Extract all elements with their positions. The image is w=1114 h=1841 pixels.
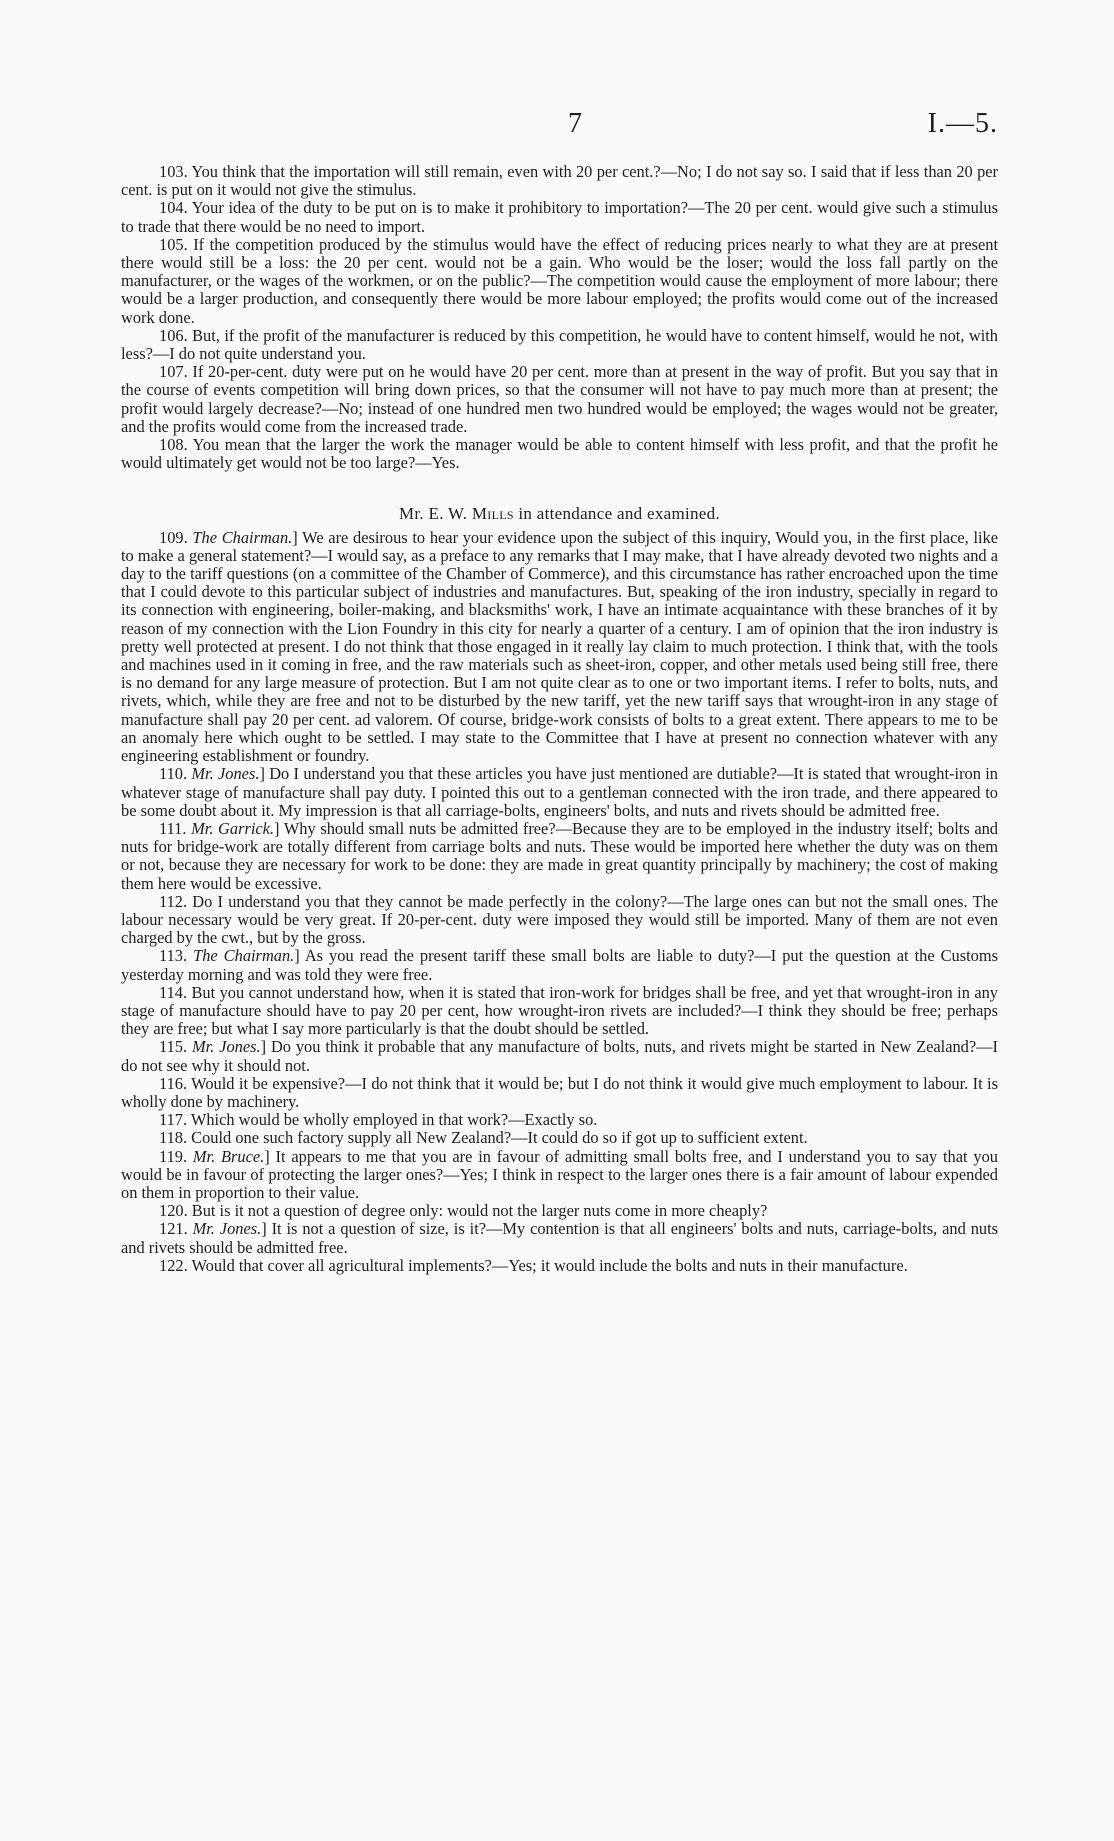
question-number: 113. bbox=[159, 946, 194, 966]
questioner: The Chairman. bbox=[192, 527, 293, 547]
witness-heading-suffix: in attendance and examined. bbox=[513, 504, 721, 524]
question-text: 116. Would it be expensive?—I do not think that it would be; but I do not think it would give much employment to labour. It is wholly done by machinery. bbox=[121, 1073, 998, 1111]
question-text: ] Do you think it probable that any manufacture of bolts, nuts, and rivets might be started in New Zealand?—I do not see why it should not. bbox=[121, 1037, 998, 1075]
questioner: Mr. Jones. bbox=[191, 764, 260, 784]
paper-reference: I.—5. bbox=[927, 108, 998, 139]
question-text: 122. Would that cover all agricultural implements?—Yes; it would include the bolts and nuts in their manufacture. bbox=[159, 1255, 908, 1275]
question-108: 108. You mean that the larger the work the manager would be able to content himself with less profit, and that the profit he would ultimately get would not be too large?—Yes. bbox=[121, 435, 998, 473]
witness-name: Mills bbox=[471, 504, 514, 524]
question-114 bbox=[121, 984, 998, 1039]
question-105: 105. If the competition produced by the stimulus would have the effect of reducing prices nearly to what they are at present there would still be a loss: the 20 per cent. would not be a gain. Who would be the loser; would the loss fall partly on the manufacturer, or the wages of the workmen, or on the public?—The competition would cause the employment of more labour; there would be a larger production, and consequently there would be more labour employed; the profits would come out of the increased work done. bbox=[121, 234, 998, 327]
question-106: 106. But, if the profit of the manufacturer is reduced by this competition, he would have to content himself, would he not, with less?—I do not quite understand you. bbox=[121, 325, 998, 364]
question-110 bbox=[121, 765, 998, 820]
question-text: ] It is not a question of size, is it?—My contention is that all engineers' bolts and nuts, carriage-bolts, and nuts and rivets should be admitted free. bbox=[121, 1219, 999, 1257]
questioner: The Chairman. bbox=[193, 946, 295, 966]
question-118 bbox=[121, 1129, 998, 1147]
question-text: ] Do I understand you that these articles you have just mentioned are dutiable?—It is stated that wrought-iron in whatever stage of manufacture shall pay duty. I pointed this out to a gentleman connected with the iron trade, and there appeared to be some doubt about it. My impression is that all carriage-bolts, engineers' bolts, and nuts and rivets should be admitted free. bbox=[121, 764, 998, 820]
question-number: 115. bbox=[159, 1037, 192, 1057]
question-number: 111. bbox=[159, 818, 192, 838]
question-111 bbox=[121, 820, 998, 893]
question-text: 117. Which would be wholly employed in that work?—Exactly so. bbox=[159, 1110, 598, 1130]
questioner: Mr. Bruce. bbox=[192, 1146, 265, 1166]
question-text: 114. But you cannot understand how, when it is stated that iron-work for bridges shall be free, and yet that wrought-iron in any stage of manufacture should have to pay 20 per cent, how wrought-iron rivets are included?—I think they should be free; perhaps they are free; but what I say more particularly is that the doubt should be settled. bbox=[121, 982, 998, 1039]
page-header bbox=[120, 108, 998, 148]
question-text: 112. Do I understand you that they cannot be made perfectly in the colony?—The large ones can but not the small ones. The labour necessary would be very great. If 20-per-cent. duty were imposed they would still be imported. Many of them are not even charged by the cwt., but by the gross. bbox=[121, 891, 998, 948]
question-120 bbox=[121, 1202, 998, 1220]
question-text: 120. But is it not a question of degree only: would not the larger nuts come in more cheaply? bbox=[159, 1201, 768, 1221]
question-116 bbox=[121, 1075, 998, 1111]
question-121 bbox=[121, 1220, 998, 1256]
questioner: Mr. Jones. bbox=[192, 1219, 262, 1239]
question-115 bbox=[121, 1038, 998, 1074]
question-113 bbox=[121, 947, 998, 983]
questioner: Mr. Garrick. bbox=[191, 818, 275, 838]
page-number: 7 bbox=[568, 108, 582, 139]
question-number: 109. bbox=[159, 527, 193, 547]
witness-heading-prefix: Mr. E. W. bbox=[398, 504, 472, 524]
questioner: Mr. Jones. bbox=[191, 1037, 261, 1057]
question-103: 103. You think that the importation will still remain, even with 20 per cent.?—No; I do not say so. I said that if less than 20 per cent. is put on it would not give the stimulus. bbox=[121, 162, 998, 200]
question-122 bbox=[121, 1257, 998, 1275]
question-109 bbox=[121, 529, 998, 766]
question-text: 118. Could one such factory supply all New Zealand?—It could do so if got up to sufficient extent. bbox=[159, 1128, 808, 1148]
witness-heading bbox=[121, 505, 998, 523]
question-number: 110. bbox=[159, 764, 192, 784]
question-104: 104. Your idea of the duty to be put on is to make it prohibitory to importation?—The 20 per cent. would give such a stimulus to trade that there would be no need to import. bbox=[121, 198, 998, 236]
question-text: ] We are desirous to hear your evidence upon the subject of this inquiry, Would you, in the first place, like to make a general statement?—I would say, as a preface to any remarks that I may make, that I have already devoted two nights and a day to the tariff questions (on a committee of the Chamber of Commerce), and this circumstance has rather encroached upon the time that I could devote to this particular subject of industries and manufactures. But, speaking of the iron industry, specially in regard to its connection with engineering, boiler-making, and blacksmiths' work, I have an intimate acquaintance with these branches of it by reason of my connection with the Lion Foundry in this city for nearly a quarter of a century. I am of opinion that the iron industry is pretty well protected at present. I do not think that those engaged in it really lay claim to much protection. I think that, with the tools and machines used in it coming in free, and the raw materials such as sheet-iron, copper, and other metals used being still free, there is no demand for any large measure of protection. But I am not quite clear as to one or two important items. I refer to bolts, nuts, and rivets, which, while they are free and not to be disturbed by the new tariff, yet the new tariff says that wrought-iron in any stage of manufacture shall pay 20 per cent. ad valorem. Of course, bridge-work consists of bolts to a great extent. There appears to me to be an anomaly here which ought to be settled. I may state to the Committee that I have at present no connection whatever with any engineering establishment or foundry. bbox=[121, 527, 999, 766]
question-number: 121. bbox=[159, 1219, 193, 1239]
question-text: ] It appears to me that you are in favour of admitting small bolts free, and I understand you to say that you would be in favour of protecting the larger ones?—Yes; I think in respect to the larger ones there is a fair amount of labour expended on them in proportion to their value. bbox=[121, 1146, 998, 1202]
question-107: 107. If 20-per-cent. duty were put on he would have 20 per cent. more than at present in the way of profit. But you say that in the course of events competition will bring down prices, so that the consumer will not have to pay much more than at present; the profit would largely decrease?—No; instead of one hundred men two hundred would be employed; the wages would not be greater, and the profits would come from the increased trade. bbox=[121, 362, 998, 436]
question-117 bbox=[121, 1111, 998, 1129]
question-112 bbox=[121, 893, 998, 948]
body-text bbox=[121, 163, 998, 1275]
question-number: 119. bbox=[159, 1146, 193, 1166]
question-text: ] As you read the present tariff these small bolts are liable to duty?—I put the question at the Customs yesterday morning and was told they were free. bbox=[121, 946, 998, 984]
question-text: ] Why should small nuts be admitted free?—Because they are to be employed in the industry itself; bolts and nuts for bridge-work are totally different from carriage bolts and nuts. These would be imported here whether the duty was on them or not, because they are necessary for work to be done: they are made in great quantity principally by machinery; the cost of making them here would be excessive. bbox=[121, 818, 998, 893]
question-119 bbox=[121, 1148, 998, 1203]
